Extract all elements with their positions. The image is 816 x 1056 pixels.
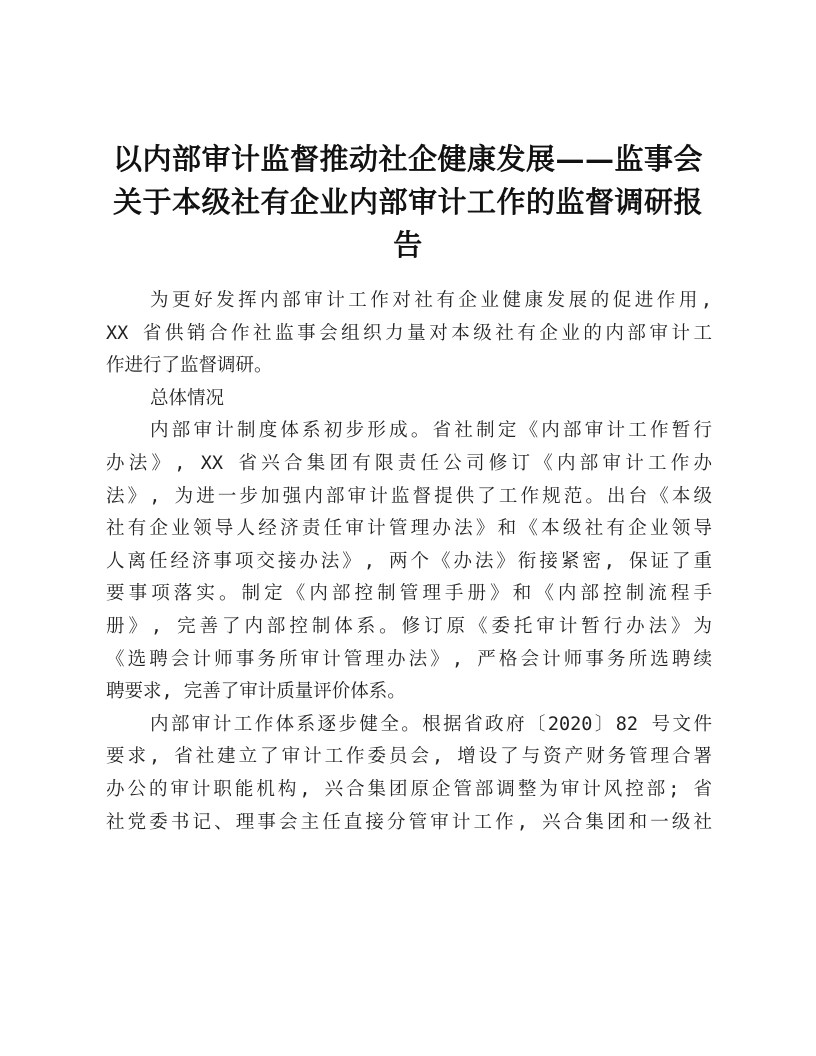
- section-heading-text: 总体情况: [150, 387, 225, 409]
- paragraph-line: 内部审计工作体系逐步健全。根据省政府〔2020〕82 号文件: [150, 713, 712, 735]
- paragraph-line: 社党委书记、理事会主任直接分管审计工作, 兴合集团和一级社: [106, 811, 712, 833]
- title-line: 以内部审计监督推动社企健康发展——监事会: [112, 142, 703, 176]
- paragraph-line: 社有企业领导人经济责任审计管理办法》和《本级社有企业领导: [106, 518, 712, 540]
- paragraph-audit-system: [106, 415, 712, 708]
- document-title: [100, 138, 716, 267]
- paragraph-line: 《选聘会计师事务所审计管理办法》, 严格会计师事务所选聘续: [106, 648, 712, 670]
- paragraph-line: 要事项落实。制定《内部控制管理手册》和《内部控制流程手: [106, 583, 712, 605]
- paragraph-line: 法》, 为进一步加强内部审计监督提供了工作规范。出台《本级: [106, 485, 712, 507]
- paragraph-work-system: [106, 709, 712, 839]
- document-body: [106, 285, 712, 839]
- paragraph-line: 聘要求, 完善了审计质量评价体系。: [106, 681, 406, 703]
- paragraph-line: 要求, 省社建立了审计工作委员会, 增设了与资产财务管理合署: [106, 746, 712, 768]
- paragraph-line: XX 省供销合作社监事会组织力量对本级社有企业的内部审计工: [106, 322, 712, 344]
- paragraph-line: 办法》, XX 省兴合集团有限责任公司修订《内部审计工作办: [106, 452, 712, 474]
- paragraph-line: 办公的审计职能机构, 兴合集团原企管部调整为审计风控部; 省: [106, 778, 712, 800]
- paragraph-line: 内部审计制度体系初步形成。省社制定《内部审计工作暂行: [150, 420, 712, 442]
- paragraph-line: 作进行了监督调研。: [106, 355, 273, 377]
- title-line: 告: [393, 228, 423, 262]
- paragraph-intro: [106, 285, 712, 383]
- title-line: 关于本级社有企业内部审计工作的监督调研报: [112, 185, 703, 219]
- paragraph-line: 册》, 完善了内部控制体系。修订原《委托审计暂行办法》为: [106, 615, 712, 637]
- section-heading: [106, 383, 712, 416]
- paragraph-line: 人离任经济事项交接办法》, 两个《办法》衔接紧密, 保证了重: [106, 550, 712, 572]
- paragraph-line: 为更好发挥内部审计工作对社有企业健康发展的促进作用,: [150, 290, 712, 311]
